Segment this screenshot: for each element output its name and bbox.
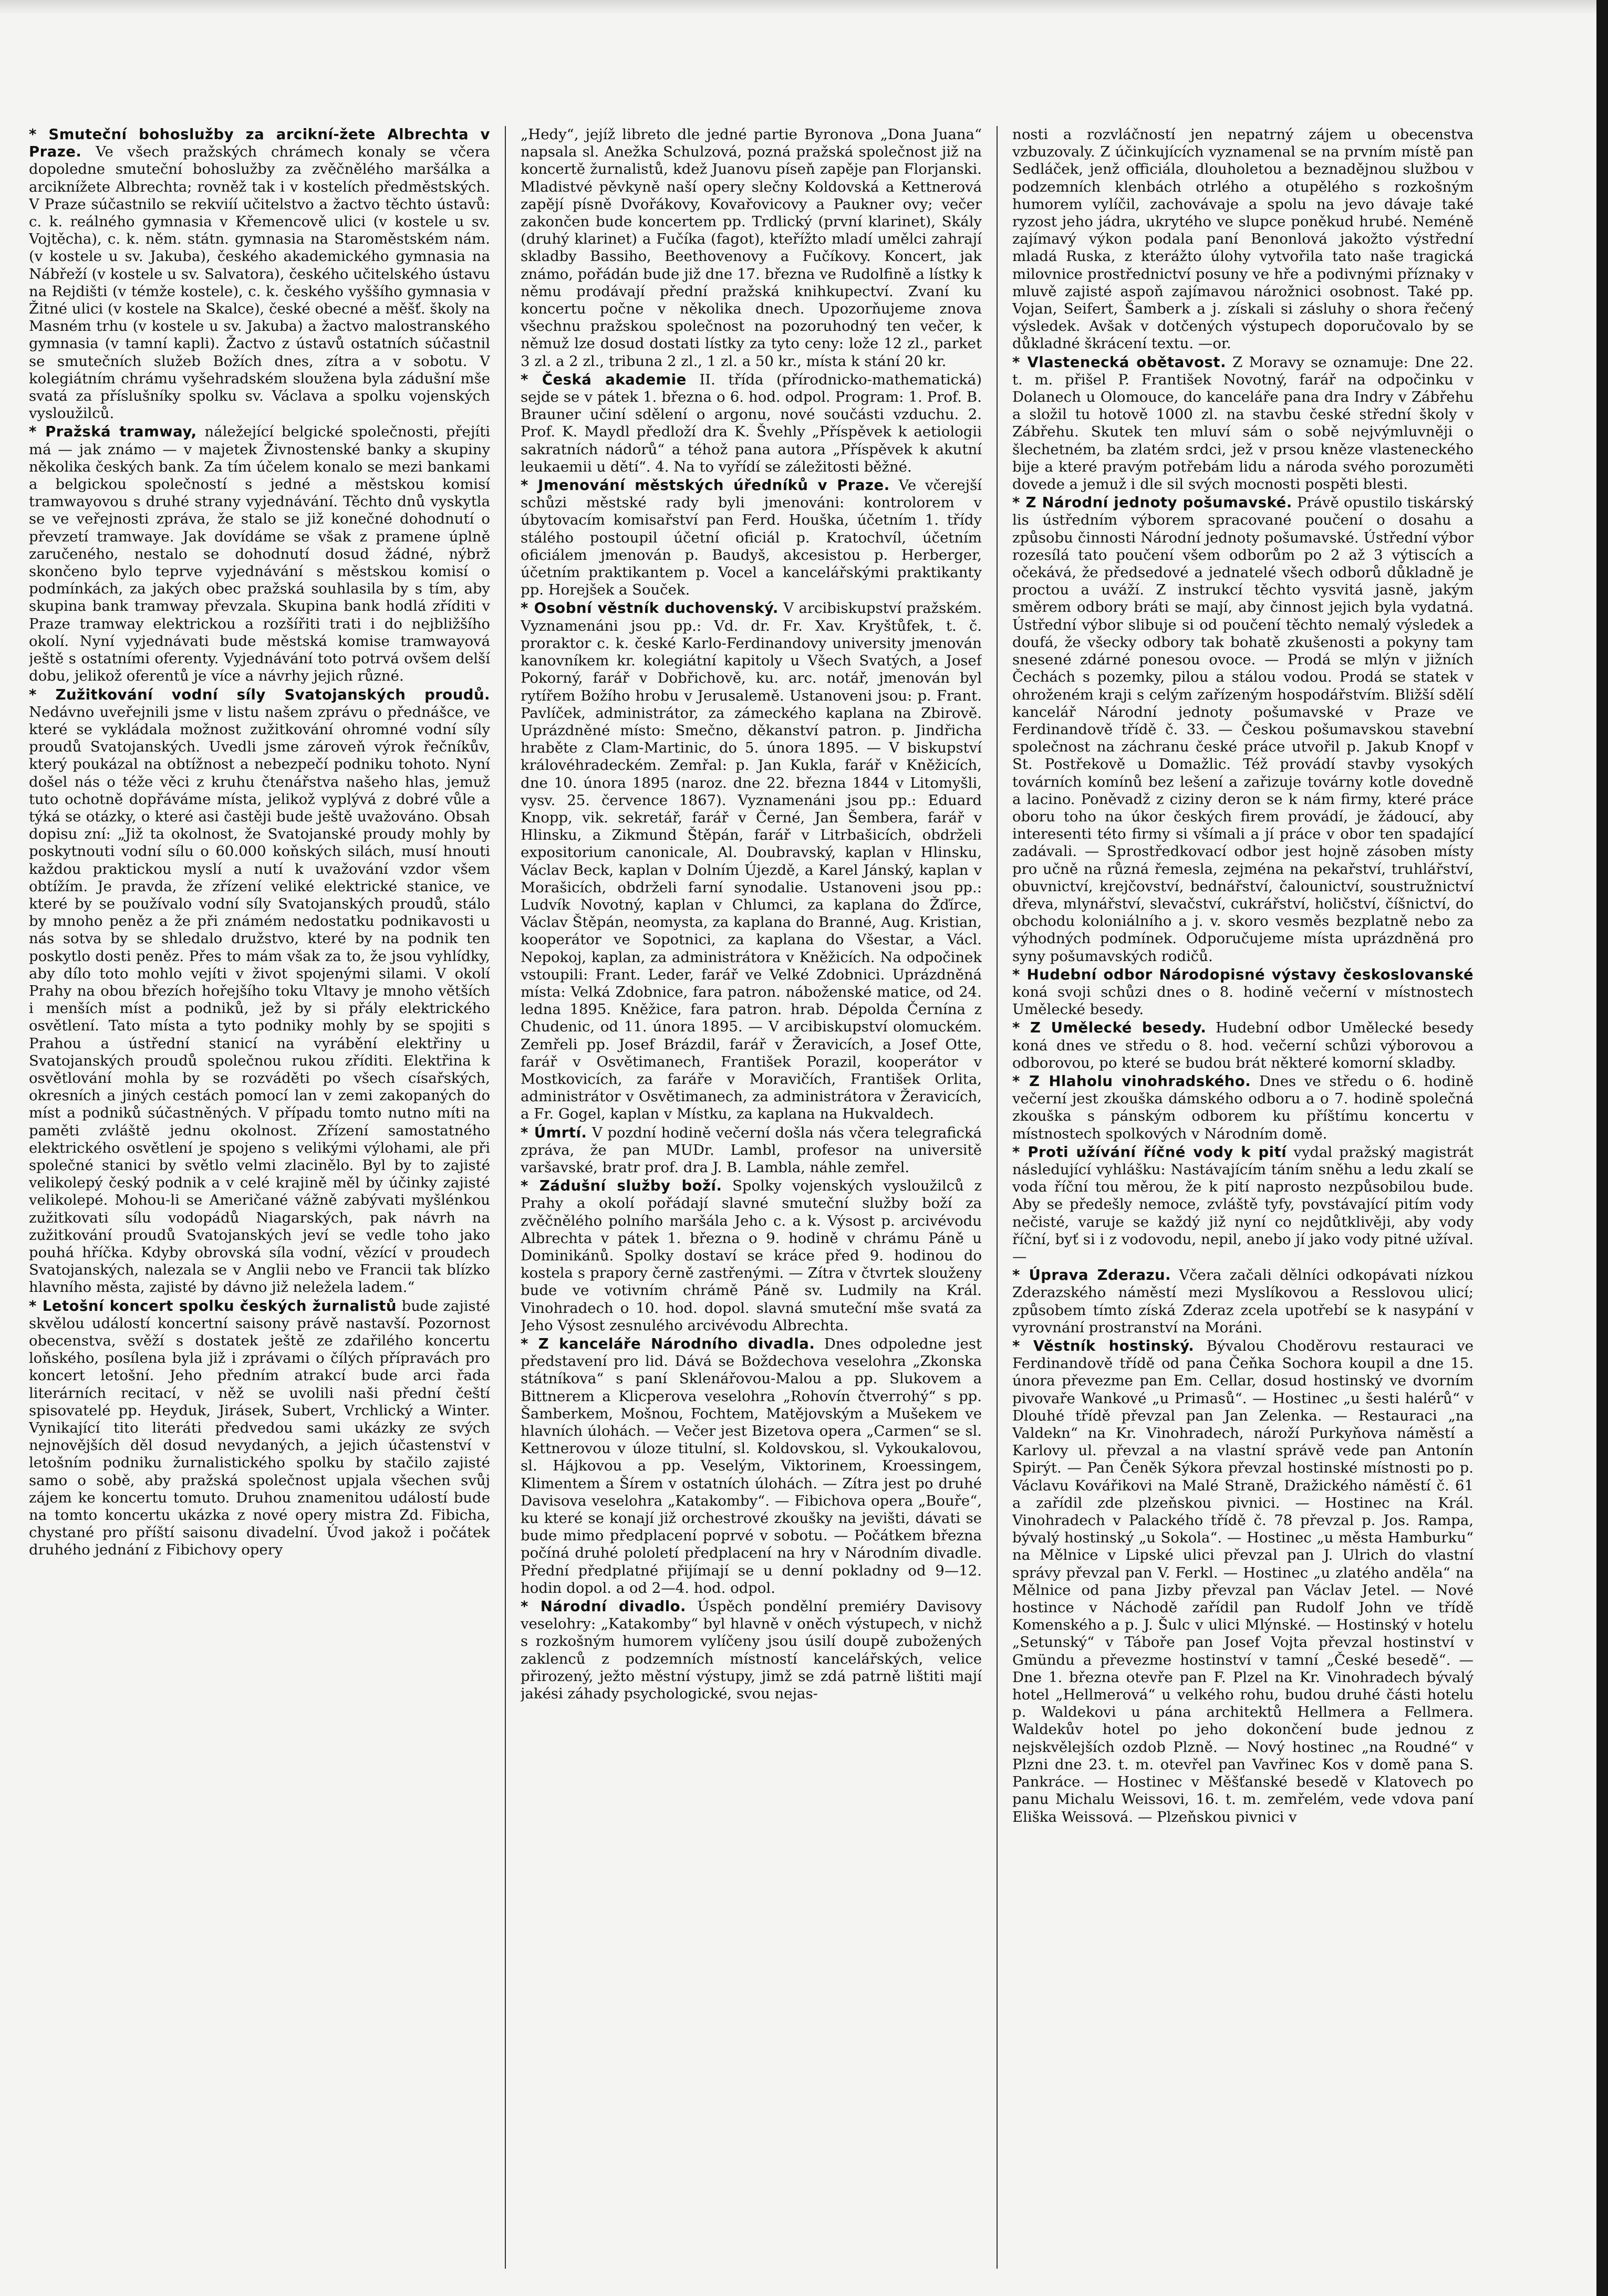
article-heading: * Proti užívání říčné vody k pití xyxy=(1012,1143,1287,1161)
article xyxy=(521,1335,982,1597)
article-heading: * Osobní věstník duchovenský. xyxy=(521,600,779,617)
article-heading: * Smuteční bohoslužby za arcikní-žete Albrechta v Praze. xyxy=(29,126,490,161)
article-text: Z Moravy se oznamuje: Dne 22. t. m. přišel P. František Novotný, farář na odpočinku v Dolanech u Olomouce, do kanceláře pana dra Indry v Zábřehu a složil tu hotově 1000 zl. na stavbu české střední školy v Zábřehu. Skutek ten mluví sám o sobě nejvýmluvněji o šlechetném, ba zlatém srdci, jež v prsou kněze vlasteneckého bije a které pravým potřebám lidu a národa svého porozuměti dovede a jemuž i dle sil svých mocnosti pospěti blesti. xyxy=(1012,353,1474,493)
article xyxy=(521,126,982,370)
article-text: Ve všech pražských chrámech konaly se včera dopoledne smuteční bohoslužby za zvěčnělého maršálka a arciknížete Albrechta; rovněž tak i v kostelích předměstských. V Praze súčastnilo se rekviíí učitelstvo a žactvo těchto ústavů: c. k. reálného gymnasia v Křemencově ulici (v kostele u sv. Vojtěcha), c. k. něm. státn. gymnasia na Staroměstském nám. (v kostele u sv. Jakuba), českého akademického gymnasia na Nábřeží (v kostele u sv. Salvatora), českého učitelského ústavu na Rejdišti (v témže kostele), c. k. českého vyššího gymnasia v Žitné ulici (v kostele na Skalce), české obecné a měšť. školy na Masném trhu (v kostele u sv. Jakuba) a žactvo malostranského gymnasia (v tamní kapli). Žactvo z ústavů ostatních súčastnil se smutečních služeb Božích dnes, zítra a v sobotu. V kolegiátním chrámu vyšehradském sloužena byla zádušní mše svatá za příslušníky spolku sv. Václava a spolku vojenských vysloužilců. xyxy=(29,143,490,422)
article xyxy=(29,1298,490,1559)
article-text: Včera začali dělníci odkopávati nízkou Zderazského náměstí mezi Myslíkovou a Resslovou ulicí; způsobem tímto získá Zderaz zcela upotřebí se k nasypání v vyrovnání prostranství na Moráni. xyxy=(1012,1267,1474,1336)
article-text: Právě opustilo tiskárský lis ústředním výborem spracované poučení o dosahu a způsobu činnosti Národní jednoty pošumavské. Ústřední výbor rozesílá tato poučení všem odborům po 2 až 3 výtiscích a očekává, že předsedové a jednatelé všech odborů důkladně je proctou a uváží. Z instrukcí těchto vysvitá jasně, jakým směrem odbory bráti se mají, aby činnost jejich byla vydatná. Ústřední výbor slibuje si od poučení těchto nemalý výsledek a doufá, že všecky odbory tak bohatě zkušenosti a pokyny tam snesené zdárné ponesou ovoce. — Prodá se mlýn v jižních Čechách s pozemky, pilou a stálou vodou. Prodá se statek v ohroženém kraji s celým zařízeným hospodářstvím. Bližší sdělí kancelář Národní jednoty pošumavské v Praze ve Ferdinandově třídě č. 33. — Českou pošumavskou stavební společnost na záchranu české práce utvořil p. Jakub Knopf v St. Postřekově u Domažlic. Též provádí stavby vysokých továrních komínů bez lešení a zařizuje továrny kotle dovedně a lacino. Poněvadž z ciziny deron se k nám firmy, které práce oboru toho na úkor českých firem provádí, je žádoucí, aby interesenti této firmy si všímali a jí práce v obor ten spadající zadávali. — Sprostředkovací odbor jest hojně zásoben místy pro učně na různá řemesla, zejména na pekařství, truhlářství, obuvnictví, krejčovství, bednářství, čalounictví, soustružnictví dřeva, mlynářství, slevačství, cukrářství, holičství, číšnictví, do obchodu koloniálního a j. v. skoro vesměs bezplatně nebo za výhodných podmínek. Odporučujeme místa uprázdněná pro syny pošumavských rodičů. xyxy=(1012,494,1474,965)
article xyxy=(29,423,490,685)
article xyxy=(521,600,982,1123)
article xyxy=(1012,494,1474,965)
article-heading: * Z Umělecké besedy. xyxy=(1012,1019,1207,1037)
article-text: Bývalou Choděrovu restauraci ve Ferdinandově třídě od pana Čeňka Sochora koupil a dne 15. února převezme pan Em. Cellar, dosud hostinský ve dvorním pivovaře Wankové „u Primasů“. — Hostinec „u šesti halérů“ v Dlouhé třídě převzal pan Jan Zelenka. — Restauraci „na Valdekn“ na Kr. Vinohradech, nároží Purkyňova náměstí a Karlovy ul. převzal a na vlastní správě vede pan Antonín Spirýt. — Pan Čeněk Sýkora převzal hostinské místnosti po p. Václavu Kovářikovi na Malé Straně, Dražického náměstí č. 61 a zařídil zde plzeňskou pivnici. — Hostinec na Král. Vinohradech v Palackého třídě č. 78 převzal p. Jos. Rampa, bývalý hostinský „u Sokola“. — Hostinec „u města Hamburku“ na Mělnice v Lipské ulici převzal pan J. Ulrich do vlastní správy převzal pan V. Ferkl. — Hostinec „u zlatého anděla“ na Mělnice od pana Jizby převzal pan Václav Jetel. — Nové hostince v Náchodě zařídil pan Rudolf John ve třídě Komenského a p. J. Šulc v ulici Mlýnské. — Hostinský v hotelu „Setunský“ v Táboře pan Josef Vojta převzal hostinství v Gmündu a převezme hostinství v tamní „České besedě“. — Dne 1. března otevře pan F. Plzel na Kr. Vinohradech bývalý hotel „Hellmerová“ u velkého rohu, budou druhé části hotelu p. Waldekovi u pána architektů Hellmera a Fellmera. Waldekův hotel po jeho dokončení bude jednou z nejskvělejších ozdob Plzně. — Nový hostinec „na Roudné“ v Plzni dne 23. t. m. otevřel pan Vavřinec Kos v domě pana S. Pankráce. — Hostinec v Měšťanské besedě v Klatovech po panu Michalu Weissovi, 16. t. m. zemřelém, vede vdova paní Eliška Weissová. — Plzeňskou pivnici v xyxy=(1012,1338,1474,1825)
newspaper-page xyxy=(29,126,1474,2269)
article xyxy=(1012,354,1474,494)
article xyxy=(1012,126,1474,353)
article-heading: * Hudební odbor Národopisné výstavy českoslovanské xyxy=(1012,966,1474,983)
article-heading: * Jmenování městských úředníků v Praze. xyxy=(521,477,890,494)
article-text: Hudební odbor Umělecké besedy koná dnes ve středu o 8. hod. večerní schůzi výborovou a odborovou, po které se budou brát některé komorní skladby. xyxy=(1012,1019,1474,1071)
article-heading: * Česká akademie xyxy=(521,371,687,388)
article xyxy=(1012,1267,1474,1337)
article xyxy=(521,1598,982,1703)
article-text: V pozdní hodině večerní došla nás včera telegrafická zpráva, že pan MUDr. Lambl, profesor na universitě varšavské, bratr prof. dra J. B. Lambla, náhle zemřel. xyxy=(521,1124,982,1176)
column-1 xyxy=(29,126,490,2269)
article-text: koná svoji schůzi dnes o 8. hodině večerní v místnostech Umělecké besedy. xyxy=(1012,983,1474,1018)
article-heading: * Zužitkování vodní síly Svatojanských proudů. xyxy=(29,686,490,703)
article-heading: * Úmrtí. xyxy=(521,1124,587,1141)
article-heading: * Zádušní služby boží. xyxy=(521,1177,722,1195)
article xyxy=(1012,1019,1474,1072)
article-heading: * Úprava Zderazu. xyxy=(1012,1267,1171,1284)
article-heading: * Letošní koncert spolku českých žurnalistů xyxy=(29,1297,397,1314)
article-text: vydal pražský magistrát následující vyhlášku: Nastávajícím táním sněhu a ledu zkalí se voda říční tou měrou, že k pití naprosto nezpůsobilou bude. Aby se předešly nemoce, zvláště tyfy, povstávající pitím vody nečisté, varuje se každý již nyní co nejdůtklivěji, aby vody říční, byť si i z vodovodu, nepil, anebo jí jako vody pitné užíval. — xyxy=(1012,1143,1474,1265)
article xyxy=(521,477,982,599)
article-text: nosti a rozvláčností jen nepatrný zájem u obecenstva vzbuzovaly. Z účinkujících vyznamenal se na prvním místě pan Sedláček, jenž officiála, dlouholetou a beznadějnou službou v podzemních klenbách otrlého a otupělého s rozkošným humorem vylíčil, zachovávaje a spolu na jevo dávaje také ryzost jeho jádra, ukrytého ve slupce poněkud hrubé. Neméně zajímavý výkon podala paní Benonlová jakožto výstřední mladá Ruska, z kterážto úlohy vytvořila tato naše tragická milovnice prostřednictví posuny ve hře a podivnými příznaky v mluvě zajisté aspoň zajímavou nárožnici osobnost. Také pp. Vojan, Seifert, Šamberk a j. získali si zásluhy o shora řečený výsledek. Avšak v dotčených výstupech doporučovalo by se důkladné škrácení textu. —or. xyxy=(1012,126,1474,352)
column-divider xyxy=(505,126,506,2269)
article-heading: * Z Hlaholu vinohradského. xyxy=(1012,1072,1251,1090)
article-text: „Hedy“, jejíž libreto dle jedné partie Byronova „Dona Juana“ napsala sl. Anežka Schulzová, pozná pražská společnost již na koncertě žurnalistů, kdež Juanovu píseň zapěje pan Florjanski. Mladistvé pěvkyně naší opery slečny Koldovská a Kettnerová zapějí písně Dvořákovy, Kovařovicovy a Paukner ovy; večer zakončen bude koncertem pp. Trdlický (první klarinet), Skály (druhý klarinet) a Fučíka (fagot), kteřížto mladí umělci zahrají skladby Bassiho, Beethovenovy a Fučíkovy. Koncert, jak známo, pořádán bude již dne 17. března ve Rudolfině a lístky k němu prodávají přední pražská knihkupectví. Zvaní ku koncertu počne v několika dnech. Upozorňujeme znova všechnu pražskou společnost na pozoruhodný ten večer, k němuž lze dosud dostati lístky za tyto ceny: lože 12 zl., parket 3 zl. a 2 zl., tribuna 2 zl., 1 zl. a 50 kr., místa k stání 20 kr. xyxy=(521,126,982,370)
column-divider xyxy=(997,126,998,2269)
article xyxy=(29,126,490,422)
article-text: Dnes ve středu o 6. hodině večerní jest zkouška dámského odboru a o 7. hodině společná zkouška s pánským odborem ku příštímu koncertu v místnostech spolkových v Národním domě. xyxy=(1012,1072,1474,1142)
article xyxy=(1012,966,1474,1019)
article-heading: * Pražská tramway, xyxy=(29,423,197,441)
article-text: Úspěch pondělní premiéry Davisovy veselohry: „Katakomby“ byl hlavně v oněch výstupech, v nichž s rozkošným humorem vylíčeny jsou úsilí doupě zubožených zaklenců z podzemních místností kancelářských, velice přirozený, ježto městní výstupy, jimž se zdá patrně lištiti mají jakési záhady psychologické, svou nejas- xyxy=(521,1598,982,1703)
article xyxy=(521,1124,982,1177)
article-text: náležející belgické společnosti, přejíti má — jak známo — v majetek Živnostenské banky a skupiny několika českých bank. Za tím účelem konalo se mezi bankami a belgickou společností s jedné a městskou komisí tramwayovou s druhé strany vyjednávání. Těchto dnů vyskytla se ve veřejnosti zpráva, že stalo se již konečné dohodnutí o převzetí tramwaye. Jak dovídáme se však z pramene úplně zaručeného, nestalo se dohodnutí dosud žádné, nýbrž skončeno bylo teprve vyjednávání s městskou komisí o podmínkách, za jakých obec pražská souhlasila by s tím, aby skupina bank tramway převzala. Skupina bank hodlá zříditi v Praze tramway elektrickou a rozšířiti trati i do nejbližšího okolí. Nyní vyjednávati bude městská komise tramwayová ještě s ostatními oferenty. Vyjednávání toto potrvá ovšem delší dobu, jelikož oferentů je více a návrhy jejich různé. xyxy=(29,423,490,685)
article-text: bude zajisté skvělou událostí koncertní saisony právě nastavší. Pozornost obecenstva, svěží s dostatek ještě ze zdařilého koncertu loňského, posílena byla již i zprávami o čílých přípravách pro koncert letošní. Jeho předním atrakcí bude arci řada literárních recitací, v něž se uvolili naši přední čeští spisovatelé pp. Heyduk, Jirásek, Subert, Vrchlický a Winter. Vynikající tito literáti předvedou sami ukázky ze svých nejnovějších děl dosud nevydaných, a jejich účastenství v letošním podniku žurnalistického spolku by stačilo zajisté samo o sobě, aby pražská společnost upjala všechen svůj zájem ke koncertu tomuto. Druhou znamenitou událostí bude na tomto koncertu ukázka z nové opery mistra Zd. Fibicha, chystané pro příští saisonu divadelní. Úvod jakož i počátek druhého jednání z Fibichovy opery xyxy=(29,1297,490,1559)
article-text: Dnes odpoledne jest představení pro lid. Dává se Boždechova veselohra „Zkonska státníkova“ s paní Sklenářovou-Malou a pp. Slukovem a Bittnerem a Klicperova veselohra „Rohovín čtverrohý“ s pp. Šamberkem, Mošnou, Fochtem, Matějovským a Mušekem ve hlavních úlohách. — Večer jest Bizetova opera „Carmen“ se sl. Kettnerovou v úloze titulní, sl. Koldovskou, sl. Vykoukalovou, sl. Hájkovou a pp. Veselým, Viktorinem, Kroessingem, Klimentem a Šírem v ostatních úlohách. — Zítra jest po druhé Davisova veselohra „Katakomby“. — Fibichova opera „Bouře“, ku které se konají již orchestrové zkoušky na jevišti, dávati se bude mimo předplacení poprvé v sobotu. — Počátkem března počíná druhé pololetí předplacení na hry v Národním divadle. Přední předplatné přijímají se u denní pokladny od 9—12. hodin dopol. a od 2—4. hod. odpol. xyxy=(521,1335,982,1596)
column-3 xyxy=(1012,126,1474,2269)
column-2 xyxy=(521,126,982,2269)
article xyxy=(29,686,490,1297)
article xyxy=(521,371,982,476)
article xyxy=(521,1177,982,1334)
article xyxy=(1012,1144,1474,1266)
article-heading: * Národní divadlo. xyxy=(521,1598,686,1615)
article-text: Spolky vojenských vysloužilců z Prahy a okolí pořádají slavné smuteční služby boží za zvěčnělého polního maršála Jeho c. a k. Výsost p. arcivévodu Albrechta v pátek 1. března o 9. hodině v chrámu Páně u Dominikánů. Spolky dostaví se kráce před 9. hodinou do kostela s prapory černě zastřenými. — Zítra v čtvrtek slouženy bude ve votivním chrámě Páně sv. Ludmily na Král. Vinohradech o 10. hod. dopol. slavná smuteční mše svatá za Jeho Výsost zesnulého arcivévodu Albrechta. xyxy=(521,1177,982,1334)
article xyxy=(1012,1073,1474,1143)
article-text: V arcibiskupství pražském. Vyznamenáni jsou pp.: Vd. dr. Fr. Xav. Kryštůfek, t. č. proraktor c. k. české Karlo-Ferdinandovy university jmenován kanovníkem kr. kolegiátní kapitoly u Všech Svatých, a Josef Pokorný, farář v Dobřichově, ku. arc. notář, jmenován byl rytířem Božího hrobu v Jerusalemě. Ustanoveni jsou: p. Frant. Pavlíček, administrátor, za zámeckého kaplana na Zbirově. Uprázdněné místo: Smečno, děkanství patron. p. Jindřicha hraběte z Clam-Martinic, do 5. února 1895. — V biskupství královéhradeckém. Zemřal: p. Jan Kukla, farář v Kněžicích, dne 10. února 1895 (naroz. dne 22. března 1844 v Litomyšli, vysv. 25. července 1867). Vyznamenáni jsou pp.: Eduard Knopp, vik. sekretář, farář v Černé, Jan Šembera, farář v Hlinsku, a Zikmund Štěpán, farář v Litrbašicích, obdrželi expositorium canonicale, Al. Doubravský, kaplan v Hlinsku, Václav Beck, kaplan v Dolním Újezdě, a Karel Jánský, kaplan v Morašicích, obdrželi farní synodalie. Ustanoveni jsou pp.: Ludvík Novotný, kaplan v Chlumci, za kaplana do Žďírce, Václav Štěpán, neomysta, za kaplana do Branné, Aug. Kristian, kooperátor ve Sopotnici, za kaplana do Všestar, a Václ. Nepokoj, kaplan, za administrátora v Kněžicích. Na odpočinek vstoupili: Frant. Leder, farář ve Velké Zdobnici. Uprázdněná místa: Velká Zdobnice, fara patron. náboženské matice, od 24. ledna 1895. Kněžice, fara patron. hrab. Dépolda Černína z Chudenic, od 11. února 1895. — V arcibiskupství olomuckém. Zemřeli pp. Josef Brázdil, farář v Žeravicích, a Josef Otte, farář v Osvětimanech, František Porazil, kooperátor v Mostkovicích, za faráře v Moravičích, František Orlita, administrátor v Osvětimanech, za administrátora v Žeravicích, a Fr. Gogel, kaplan v Místku, za kaplana na Hukvaldech. xyxy=(521,600,982,1123)
article-heading: * Vlastenecká obětavost. xyxy=(1012,353,1227,371)
article-text: Ve včerejší schůzi městské rady byli jmenováni: kontrolorem v úbytovacím komisařství pan Ferd. Houška, účetním 1. třídy stálého postoupil účetní oficiál p. Kratochvíl, účetním oficiálem jmenován p. Baudyš, akcesistou p. Herberger, účetním praktikantem p. Vocel a kancelářskými praktikanty pp. Horejšek a Souček. xyxy=(521,477,982,599)
article xyxy=(1012,1338,1474,1826)
scan-top-shadow xyxy=(0,0,1596,15)
article-heading: * Z kanceláře Národního divadla. xyxy=(521,1335,815,1353)
article-text: Nedávno uveřejnili jsme v listu našem zprávu o přednášce, ve které se vykládala možnost zužitkování ohromné vodní síly proudů Svatojanských. Uvedli jsme zároveň výrok řečníkův, který poukázal na obtížnost a nebezpečí podniku tohoto. Nyní došel nás o téže věci z kruhu čtenářstva našeho hlas, jemuž tuto ochotně dopřáváme místa, jelikož vyplývá z dobré vůle a týká se otázky, o které asi častěji bude ještě uvažováno. Obsah dopisu zní: „Již ta okolnost, že Svatojanské proudy mohly by poskytnouti vodní sílu o 60.000 koňských silách, musí hnouti každou praktickou myslí a nutí k uvažování vzdor všem obtížím. Je pravda, že zřízení veliké elektrické stanice, ve které by se používalo vodní síly Svatojanských proudů, stálo by mnoho peněz a že při známém nedostatku podnikavosti u nás sotva by se shledalo družstvo, které by na podnik ten poskytlo dosti peněz. Přes to mám však za to, že jsou vyhlídky, aby dílo toto mohlo vejíti v život spojenými silami. V okolí Prahy na obou březích hořejšího toku Vltavy je mnoho větších i menších míst a podniků, jež by si přály elektrického osvětlení. Tato místa a tyto podniky mohly by se spojiti s Prahou a ústřední stanicí na vyrábění elektřiny u Svatojanských proudů společnou rukou zříditi. Elektřina k osvětlování mohla by se rozváděti po všech císařských, okresních a jiných cestách pomocí lan v zemi zakopaných do míst a podniků súčastněných. V případu tomto nutno míti na paměti zvláště jednu okolnost. Zřízení samostatného elektrického osvětlení je spojeno s velikými výlohami, ale při společné stanici by světlo velmi zlacinělo. Byl by to zajisté velikolepý český podnik a v celé krajině měl by účinky zajisté velikolepé. Mohou-li se Američané vážně zabývati myšlénkou zužitkovati sílu vodopádů Niagarských, pak návrh na zužitkování proudů Svatojanských jeví se vedle toho jako pouhá hříčka. Kdyby obrovská síla vodní, vězící v proudech Svatojanských, nalezala se v Anglii nebo ve Francii tak blízko hlavního města, zajisté by dávno již neležela ladem.“ xyxy=(29,703,490,1296)
article-heading: * Věstník hostinský. xyxy=(1012,1338,1195,1355)
article-heading: * Z Národní jednoty pošumavské. xyxy=(1012,494,1292,512)
article-text: II. třída (přírodnicko-mathematická) sejde se v pátek 1. března o 6. hod. odpol. Program: 1. Prof. B. Brauner učiní sdělení o argonu, nové součásti vzduchu. 2. Prof. K. Maydl předloží dra K. Švehly „Příspěvek k aetiologii sakratních nádorů“ a téhož pana autora „Příspěvek k akutní leukaemii u dětí“. 4. Na to vyřídí se záležitosti běžné. xyxy=(521,371,982,475)
scan-edge xyxy=(1596,0,1608,2296)
